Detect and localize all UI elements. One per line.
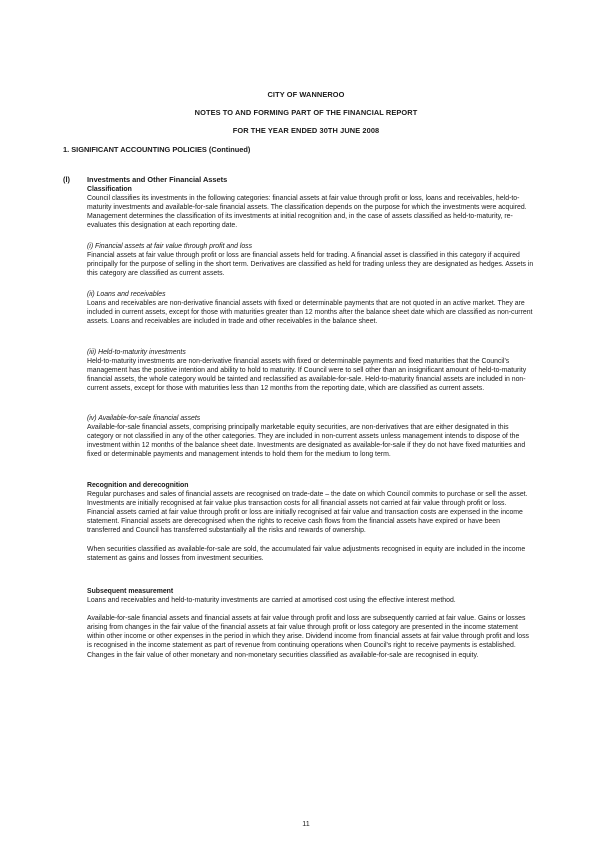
fvtpl-text: Financial assets at fair value through profit or loss are financial assets held for trading. A financial asset is classified in this category if acquired principally for the purpose of selling in the short term. Derivatives are classified as held for trading unless they are designated as hedges. Assets in this category are classified as current assets. [87, 252, 534, 278]
report-period: FOR THE YEAR ENDED 30TH JUNE 2008 [232, 126, 380, 135]
subsequent-block [87, 587, 535, 660]
recognition-block [87, 481, 535, 563]
afs-block [87, 414, 535, 459]
page-number: 11 [302, 819, 310, 828]
fvtpl-block [87, 242, 535, 278]
subsequent-heading: Subsequent measurement [87, 588, 174, 595]
classification-heading: Classification [87, 186, 132, 193]
classification-text: Council classifies its investments in the following categories: financial assets at fair value through profit or loss, loans and receivables, held-to-maturity investments and available-for-sale financial assets. The classification depends on the purpose for which the investments were acquired. Management determines the classification of its investments at initial recognition and, in the case of assets classified as held-to-maturity, re-evaluates this designation at each reporting date. [87, 195, 527, 230]
org-name: CITY OF WANNEROO [267, 90, 345, 99]
report-title: NOTES TO AND FORMING PART OF THE FINANCIAL REPORT [194, 108, 418, 117]
htm-heading: (iii) Held-to-maturity investments [87, 349, 186, 356]
recognition-heading: Recognition and derecognition [87, 482, 189, 489]
loans-text: Loans and receivables are non-derivative financial assets with fixed or determinable payments that are not quoted in an active market. They are included in current assets, except for those with maturities greater than 12 months after the balance sheet date which are classified as non-current assets. Loans and receivables are included in trade and other receivables in the balance sheet. [87, 300, 533, 326]
classification-block [87, 185, 535, 230]
subsequent-text-1: Loans and receivables and held-to-maturity investments are carried at amortised cost using the effective interest method. [87, 597, 456, 605]
loans-block [87, 290, 535, 326]
htm-block [87, 348, 535, 393]
htm-text: Held-to-maturity investments are non-derivative financial assets with fixed or determinable payments and fixed maturities that the Council's management has the positive intention and ability to hold to maturity. If Council were to sell other than an insignificant amount of held-to-maturity financial assets, the whole category would be tainted and reclassified as available-for-sale. Held-to-maturity financial assets are included in non-current assets, except for those with maturities less than 12 months from the reporting date, which are classified as current assets. [87, 358, 527, 393]
recognition-text-1: Regular purchases and sales of financial assets are recognised on trade-date – the date on which Council commits to purchase or sell the asset. Investments are initially recognised at fair value plus transaction costs for all financial assets not carried at fair value through profit or loss. Financial assets carried at fair value through profit or loss are initially recognised at fair value and transaction costs are expensed in the income statement. Financial assets are derecognised when the rights to receive cash flows from the financial assets have expired or have been transferred and Council has transferred substantially all the risks and rewards of ownership. [87, 491, 528, 535]
section-heading: 1. SIGNIFICANT ACCOUNTING POLICIES (Continued) [63, 145, 251, 154]
fvtpl-heading: (i) Financial assets at fair value through profit and loss [87, 243, 253, 250]
subsection-label: (l) [63, 175, 70, 184]
loans-heading: (ii) Loans and receivables [87, 291, 166, 298]
subsection-title: Investments and Other Financial Assets [87, 175, 228, 184]
subsequent-text-2: Available-for-sale financial assets and financial assets at fair value through profit and loss are subsequently carried at fair value. Gains or losses arising from changes in the fair value of the financial assets at fair value through profit or loss category are presented in the income statement within other income or other expenses in the period in which they arise. Dividend income from financial assets at fair value through profit and loss is recognised in the income statement as part of revenue from continuing operations when Council's right to receive payments is established. Changes in the fair value of other monetary and non-monetary securities classified as available-for-sale are recognised in equity. [87, 615, 529, 659]
afs-heading: (iv) Available-for-sale financial assets [87, 415, 201, 422]
afs-text: Available-for-sale financial assets, comprising principally marketable equity securities, are non-derivatives that are either designated in this category or not classified in any of the other categories. They are included in non-current assets unless management intends to dispose of the investment within 12 months of the balance sheet date. Investments are designated as available-for-sale if they do not have fixed maturities and fixed or determinable payments and management intends to hold them for the medium to long term. [87, 424, 526, 459]
recognition-text-2: When securities classified as available-for-sale are sold, the accumulated fair value adjustments recognised in equity are included in the income statement as gains and losses from investment securities. [87, 545, 526, 562]
